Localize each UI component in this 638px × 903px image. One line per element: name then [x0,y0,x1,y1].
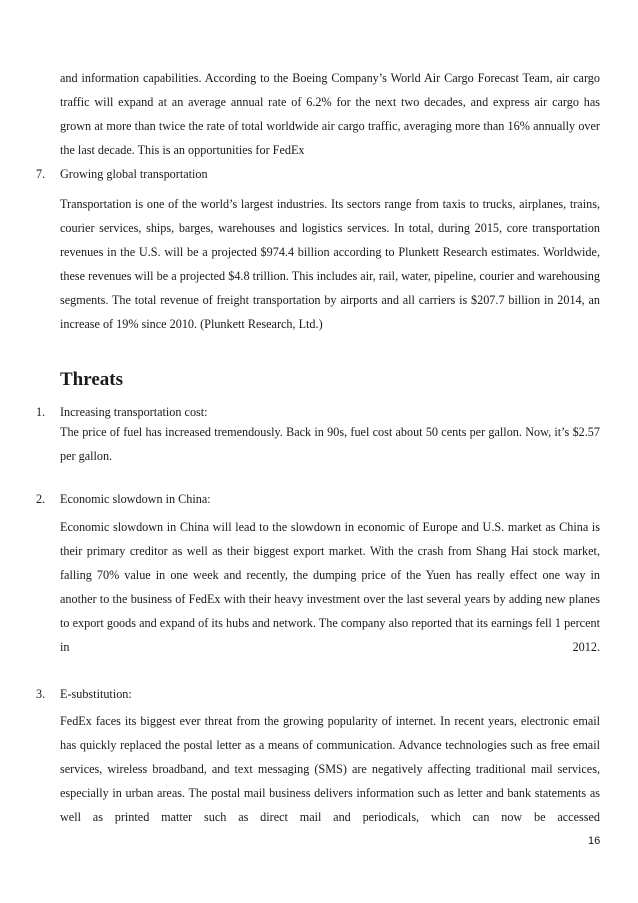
threat-2-title: Economic slowdown in China: [60,492,211,506]
threat-3-body: FedEx faces its biggest ever threat from the growing popularity of internet. In recent years, electronic email has quickly replaced the postal letter as a means of communication. Advance technologies such as free email services, wireless broadband, and text messaging (SMS) are negatively affecting traditional mail services, especially in urban areas. The postal mail business delivers information such as letter and bank statements as well as printed matter such as direct mail and periodicals, which can now be accessed [60,714,600,824]
threat-3-number: 3. [36,687,46,701]
threat-3-title: E-substitution: [60,687,132,701]
threat-1-body: The price of fuel has increased tremendously. Back in 90s, fuel cost about 50 cents per gallon. Now, it’s $2.57 per gallon. [60,425,600,463]
threat-1-number: 1. [36,405,46,419]
threat-2-number: 2. [36,492,46,506]
intro-paragraph: and information capabilities. According to the Boeing Company’s World Air Cargo Forecast Team, air cargo traffic will expand at an average annual rate of 6.2% for the next two decades, and express air cargo has grown at more than twice the rate of total worldwide air cargo traffic, averaging more than 16% annually over the last decade. This is an opportunities for FedEx [60,71,600,157]
page-number: 16 [588,835,601,847]
opportunity-7-title: Growing global transportation [60,167,208,181]
threat-2-body: Economic slowdown in China will lead to the slowdown in economic of Europe and U.S. market as China is their primary creditor as well as their biggest export market. With the crash from Shang Hai stock market, falling 70% value in one week and recently, the dumping price of the Yuen has really effect one way in another to the business of FedEx with their heavy investment over the last several years by adding new planes to export goods and expand of its hubs and network. The company also reported that its earnings fell 1 percent in 2012. [60,520,600,654]
threats-heading: Threats [60,369,123,390]
opportunity-7-body: Transportation is one of the world’s largest industries. Its sectors range from taxis to trucks, airplanes, trains, courier services, ships, barges, warehouses and logistics services. In total, during 2015, core transportation revenues in the U.S. will be a projected $974.4 billion according to Plunkett Research estimates. Worldwide, these revenues will be a projected $4.8 trillion. This includes air, rail, water, pipeline, courier and warehousing segments. The total revenue of freight transportation by airports and all carriers is $207.7 billion in 2014, an increase of 19% since 2010. (Plunkett Research, Ltd.) [60,197,600,331]
opportunity-7-number: 7. [36,167,46,181]
threat-1-title: Increasing transportation cost: [60,405,208,419]
